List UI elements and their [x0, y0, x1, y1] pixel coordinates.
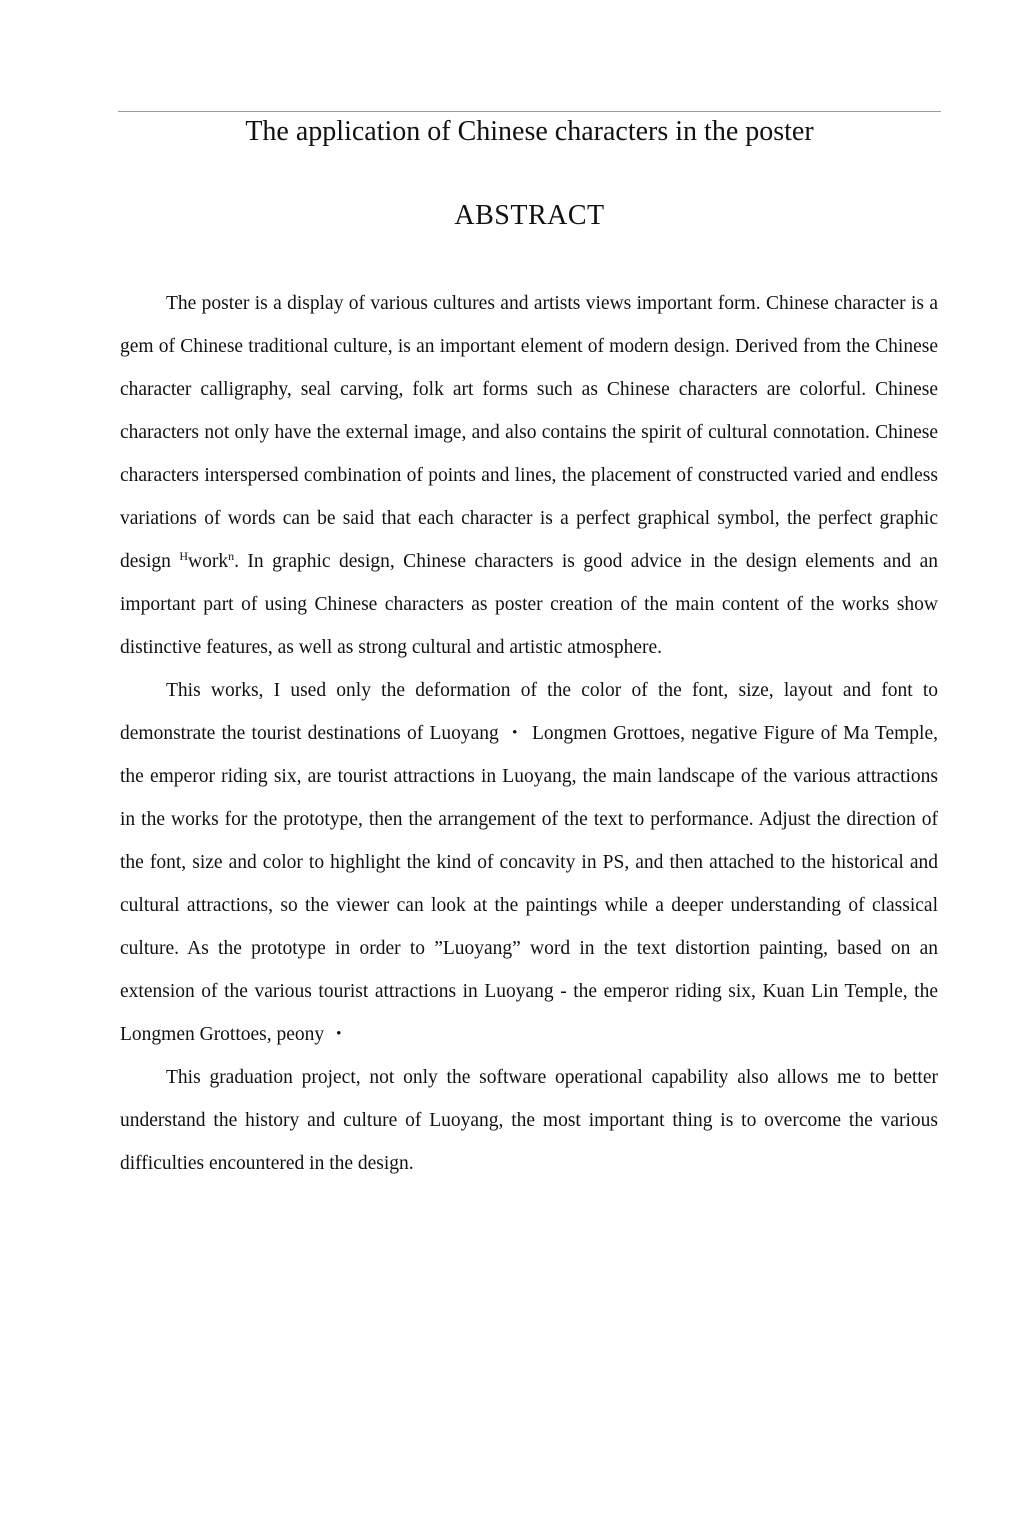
paragraph-1-text-a: The poster is a display of various cultures and artists views important form. Chinese character is a gem of Chinese traditional culture, is an important element of modern design. Derived from the Chinese character calligraphy, seal carving, folk art forms such as Chinese characters are colorful. Chinese characters not only have the external image, and also contains the spirit of cultural connotation. Chinese characters interspersed combination of points and lines, the placement of constructed varied and endless variations of words can be said that each character is a perfect graphical symbol, the perfect graphic design: [120, 293, 938, 572]
superscript-n: n: [228, 549, 235, 563]
document-title: The application of Chinese characters in the poster: [245, 116, 814, 147]
abstract-body: [120, 282, 938, 1185]
paragraph-1-text-b: . In graphic design, Chinese characters is good advice in the design elements and an important part of using Chinese characters as poster creation of the main content of the works show distinctive features, as well as strong cultural and artistic atmosphere.: [120, 551, 938, 658]
abstract-paragraph-1: [120, 282, 938, 669]
superscript-h: H: [179, 549, 189, 563]
abstract-paragraph-2: This works, I used only the deformation of the color of the font, size, layout and font to demonstrate the tourist destinations of Luoyang ・ Longmen Grottoes, negative Figure of Ma Temple, the emperor riding six, are tourist attractions in Luoyang, the main landscape of the various attractions in the works for the prototype, then the arrangement of the text to performance. Adjust the direction of the font, size and color to highlight the kind of concavity in PS, and then attached to the historical and cultural attractions, so the viewer can look at the paintings while a deeper understanding of classical culture. As the prototype in order to ”Luoyang” word in the text distortion painting, based on an extension of the various tourist attractions in Luoyang - the emperor riding six, Kuan Lin Temple, the Longmen Grottoes, peony ・: [120, 680, 938, 1045]
abstract-paragraph-3: This graduation project, not only the software operational capability also allows me to better understand the history and culture of Luoyang, the most important thing is to overcome the various difficulties encountered in the design.: [120, 1067, 938, 1174]
abstract-heading: ABSTRACT: [454, 200, 605, 231]
paragraph-1-word-work: work: [188, 551, 229, 572]
